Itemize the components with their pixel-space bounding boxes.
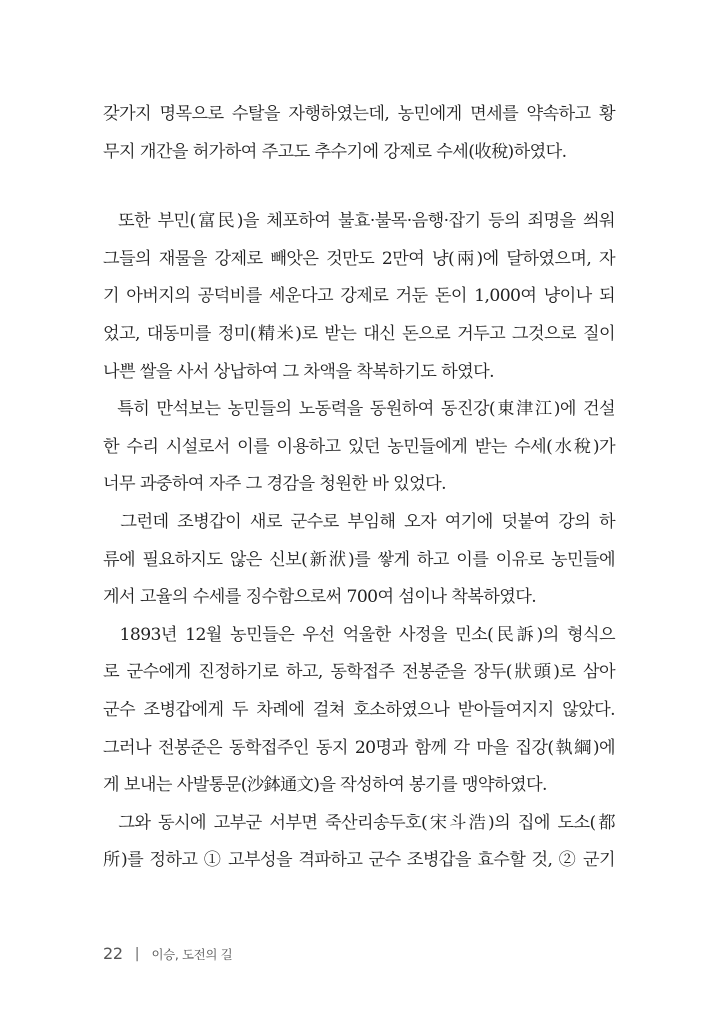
text-line: 게 보내는 사발통문(沙鉢通文)을 작성하여 봉기를 맹약하였다. (103, 775, 547, 796)
text-line: 1893년 12월 농민들은 우선 억울한 사정을 민소(民訴)의 형식으 (103, 624, 615, 645)
paragraph-2 (103, 203, 615, 391)
paragraph-4 (103, 504, 615, 617)
text-line: 었고, 대동미를 정미(精米)로 받는 대신 돈으로 거두고 그것으로 질이 (103, 323, 615, 344)
paragraph-5 (103, 617, 615, 805)
text-line: 로 군수에게 진정하기로 하고, 동학접주 전봉준을 장두(狀頭)로 삼아 (103, 662, 615, 683)
text-line: 한 수리 시설로서 이를 이용하고 있던 농민들에게 받는 수세(水稅)가 (103, 436, 615, 457)
text-line: 그들의 재물을 강제로 빼앗은 것만도 2만여 냥(兩)에 달하였으며, 자 (103, 248, 615, 269)
text-line: 너무 과중하여 자주 그 경감을 청원한 바 있었다. (103, 474, 446, 495)
text-line: 군수 조병갑에게 두 차례에 걸쳐 호소하였으나 받아들여지지 않았다. (103, 699, 615, 720)
text-line: 所)를 정하고 ① 고부성을 격파하고 군수 조병갑을 효수할 것, ② 군기 (103, 850, 615, 871)
text-line: 그러나 전봉준은 동학접주인 동지 20명과 함께 각 마을 집강(執綱)에 (103, 737, 615, 758)
text-line: 나쁜 쌀을 사서 상납하여 그 차액을 착복하기도 하였다. (103, 361, 494, 382)
paragraph-6 (103, 805, 615, 880)
text-line: 그와 동시에 고부군 서부면 죽산리송두호(宋斗浩)의 집에 도소(都 (103, 812, 615, 833)
paragraph-gap (103, 171, 615, 203)
paragraph-1 (103, 96, 615, 171)
footer-separator: | (134, 945, 140, 962)
text-line: 류에 필요하지도 않은 신보(新洑)를 쌓게 하고 이를 이유로 농민들에 (103, 549, 615, 570)
text-line: 게서 고율의 수세를 징수함으로써 700여 섬이나 착복하였다. (103, 587, 537, 608)
text-line: 또한 부민(富民)을 체포하여 불효·불목·음행·잡기 등의 죄명을 씌워 (103, 211, 615, 232)
text-line: 그런데 조병갑이 새로 군수로 부임해 오자 여기에 덧붙여 강의 하 (103, 511, 615, 532)
page-number: 22 (103, 944, 123, 963)
running-title: 이승, 도전의 길 (151, 946, 233, 962)
text-line: 무지 개간을 허가하여 주고도 추수기에 강제로 수세(收稅)하였다. (103, 141, 567, 162)
page-footer (103, 944, 232, 963)
paragraph-3 (103, 391, 615, 504)
document-body (103, 96, 615, 880)
text-line: 기 아버지의 공덕비를 세운다고 강제로 거둔 돈이 1,000여 냥이나 되 (103, 286, 615, 307)
text-line: 특히 만석보는 농민들의 노동력을 동원하여 동진강(東津江)에 건설 (103, 399, 615, 420)
text-line: 갖가지 명목으로 수탈을 자행하였는데, 농민에게 면세를 약속하고 황 (103, 104, 615, 124)
